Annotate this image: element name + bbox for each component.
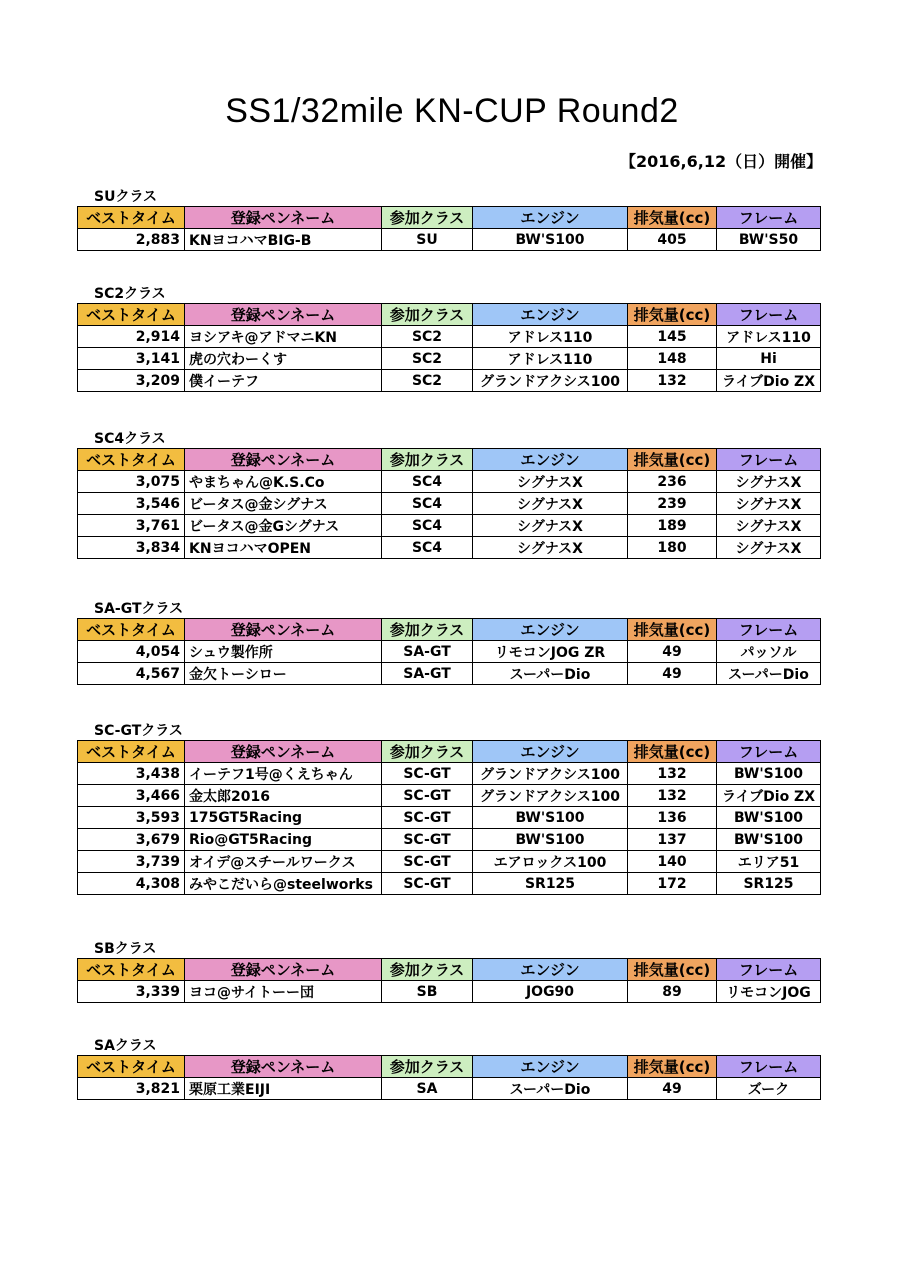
best-time-header: ベストタイム — [78, 304, 185, 326]
engine-header: エンジン — [473, 207, 628, 229]
engine-cell: シグナスX — [473, 515, 628, 537]
frame-header: フレーム — [717, 207, 821, 229]
frame-cell: アドレス110 — [717, 326, 821, 348]
pen-name-cell: イーテフ1号@くえちゃん — [185, 763, 382, 785]
pen-name-cell: Rio@GT5Racing — [185, 829, 382, 851]
class-cell: SC-GT — [382, 829, 473, 851]
class-header: 参加クラス — [382, 1056, 473, 1078]
best-time-cell: 3,679 — [78, 829, 185, 851]
class-cell: SC-GT — [382, 873, 473, 895]
frame-cell: パッソル — [717, 641, 821, 663]
table-row — [78, 785, 821, 807]
class-cell: SC2 — [382, 348, 473, 370]
displacement-cell: 49 — [628, 663, 717, 685]
pen-name-cell: ヨコ@サイトーー団 — [185, 981, 382, 1003]
frame-header: フレーム — [717, 619, 821, 641]
engine-cell: シグナスX — [473, 493, 628, 515]
class-cell: SC2 — [382, 370, 473, 392]
best-time-cell: 3,546 — [78, 493, 185, 515]
displacement-cell: 239 — [628, 493, 717, 515]
table-row — [78, 229, 821, 251]
displacement-header: 排気量(cc) — [628, 959, 717, 981]
pen-name-header: 登録ペンネーム — [185, 304, 382, 326]
best-time-cell: 3,739 — [78, 851, 185, 873]
frame-header: フレーム — [717, 741, 821, 763]
best-time-cell: 3,339 — [78, 981, 185, 1003]
class-cell: SA-GT — [382, 641, 473, 663]
displacement-header: 排気量(cc) — [628, 1056, 717, 1078]
frame-cell: BW'S50 — [717, 229, 821, 251]
displacement-header: 排気量(cc) — [628, 449, 717, 471]
section-label: SC2クラス — [94, 286, 166, 302]
table-row — [78, 807, 821, 829]
displacement-cell: 140 — [628, 851, 717, 873]
best-time-cell: 3,141 — [78, 348, 185, 370]
page-title: SS1/32mile KN-CUP Round2 — [225, 92, 679, 130]
engine-cell: グランドアクシス100 — [473, 370, 628, 392]
table-header-row — [78, 619, 821, 641]
frame-cell: SR125 — [717, 873, 821, 895]
class-cell: SC-GT — [382, 763, 473, 785]
class-cell: SC-GT — [382, 807, 473, 829]
engine-cell: アドレス110 — [473, 348, 628, 370]
frame-cell: BW'S100 — [717, 807, 821, 829]
class-cell: SA-GT — [382, 663, 473, 685]
table-header-row — [78, 304, 821, 326]
pen-name-cell: 金太郎2016 — [185, 785, 382, 807]
pen-name-cell: ビータス@金Gシグナス — [185, 515, 382, 537]
pen-name-cell: やまちゃん@K.S.Co — [185, 471, 382, 493]
best-time-cell: 3,821 — [78, 1078, 185, 1100]
table-header-row — [78, 741, 821, 763]
section-label: SA-GTクラス — [94, 601, 184, 617]
class-cell: SU — [382, 229, 473, 251]
displacement-cell: 49 — [628, 641, 717, 663]
best-time-cell: 3,834 — [78, 537, 185, 559]
best-time-cell: 2,883 — [78, 229, 185, 251]
displacement-header: 排気量(cc) — [628, 741, 717, 763]
best-time-cell: 3,466 — [78, 785, 185, 807]
event-date: 【2016,6,12（日）開催】 — [620, 152, 823, 171]
displacement-header: 排気量(cc) — [628, 304, 717, 326]
frame-cell: ライブDio ZX — [717, 785, 821, 807]
table-row — [78, 663, 821, 685]
class-header: 参加クラス — [382, 959, 473, 981]
engine-cell: エアロックス100 — [473, 851, 628, 873]
class-header: 参加クラス — [382, 304, 473, 326]
results-table — [77, 206, 821, 251]
results-table — [77, 1055, 821, 1100]
frame-cell: シグナスX — [717, 471, 821, 493]
frame-cell: リモコンJOG — [717, 981, 821, 1003]
pen-name-cell: KNヨコハマBIG-B — [185, 229, 382, 251]
table-row — [78, 537, 821, 559]
displacement-cell: 132 — [628, 785, 717, 807]
table-row — [78, 493, 821, 515]
results-table — [77, 958, 821, 1003]
pen-name-cell: KNヨコハマOPEN — [185, 537, 382, 559]
pen-name-header: 登録ペンネーム — [185, 619, 382, 641]
results-table — [77, 740, 821, 895]
pen-name-header: 登録ペンネーム — [185, 1056, 382, 1078]
best-time-header: ベストタイム — [78, 207, 185, 229]
engine-cell: リモコンJOG ZR — [473, 641, 628, 663]
frame-header: フレーム — [717, 1056, 821, 1078]
displacement-cell: 49 — [628, 1078, 717, 1100]
engine-cell: スーパーDio — [473, 663, 628, 685]
best-time-cell: 3,593 — [78, 807, 185, 829]
table-row — [78, 829, 821, 851]
engine-header: エンジン — [473, 1056, 628, 1078]
frame-cell: ズーク — [717, 1078, 821, 1100]
best-time-header: ベストタイム — [78, 1056, 185, 1078]
class-header: 参加クラス — [382, 207, 473, 229]
class-header: 参加クラス — [382, 449, 473, 471]
displacement-cell: 132 — [628, 763, 717, 785]
best-time-cell: 3,209 — [78, 370, 185, 392]
engine-header: エンジン — [473, 449, 628, 471]
frame-cell: シグナスX — [717, 493, 821, 515]
best-time-cell: 4,567 — [78, 663, 185, 685]
frame-header: フレーム — [717, 449, 821, 471]
engine-cell: BW'S100 — [473, 807, 628, 829]
engine-header: エンジン — [473, 304, 628, 326]
class-header: 参加クラス — [382, 619, 473, 641]
engine-cell: アドレス110 — [473, 326, 628, 348]
class-cell: SC4 — [382, 515, 473, 537]
best-time-cell: 3,438 — [78, 763, 185, 785]
pen-name-cell: 175GT5Racing — [185, 807, 382, 829]
frame-cell: BW'S100 — [717, 829, 821, 851]
engine-header: エンジン — [473, 959, 628, 981]
engine-cell: シグナスX — [473, 471, 628, 493]
displacement-cell: 236 — [628, 471, 717, 493]
table-row — [78, 515, 821, 537]
displacement-cell: 180 — [628, 537, 717, 559]
pen-name-cell: 僕イーテフ — [185, 370, 382, 392]
pen-name-header: 登録ペンネーム — [185, 741, 382, 763]
table-header-row — [78, 207, 821, 229]
frame-cell: BW'S100 — [717, 763, 821, 785]
table-row — [78, 348, 821, 370]
engine-header: エンジン — [473, 619, 628, 641]
class-cell: SC-GT — [382, 851, 473, 873]
class-cell: SC-GT — [382, 785, 473, 807]
table-row — [78, 370, 821, 392]
table-row — [78, 873, 821, 895]
table-row — [78, 1078, 821, 1100]
pen-name-cell: 栗原工業EIJI — [185, 1078, 382, 1100]
pen-name-cell: 虎の穴わーくす — [185, 348, 382, 370]
class-cell: SC4 — [382, 471, 473, 493]
frame-cell: スーパーDio — [717, 663, 821, 685]
table-row — [78, 763, 821, 785]
best-time-header: ベストタイム — [78, 619, 185, 641]
displacement-cell: 136 — [628, 807, 717, 829]
displacement-cell: 132 — [628, 370, 717, 392]
class-cell: SA — [382, 1078, 473, 1100]
results-table — [77, 618, 821, 685]
frame-cell: Hi — [717, 348, 821, 370]
table-row — [78, 981, 821, 1003]
frame-cell: エリア51 — [717, 851, 821, 873]
engine-cell: グランドアクシス100 — [473, 785, 628, 807]
table-row — [78, 641, 821, 663]
pen-name-cell: 金欠トーシロー — [185, 663, 382, 685]
pen-name-cell: シュウ製作所 — [185, 641, 382, 663]
best-time-cell: 4,054 — [78, 641, 185, 663]
class-cell: SC2 — [382, 326, 473, 348]
engine-cell: BW'S100 — [473, 829, 628, 851]
class-cell: SB — [382, 981, 473, 1003]
displacement-cell: 145 — [628, 326, 717, 348]
pen-name-cell: オイデ@スチールワークス — [185, 851, 382, 873]
section-label: SAクラス — [94, 1038, 157, 1054]
engine-header: エンジン — [473, 741, 628, 763]
frame-cell: ライブDio ZX — [717, 370, 821, 392]
pen-name-cell: ビータス@金シグナス — [185, 493, 382, 515]
displacement-cell: 172 — [628, 873, 717, 895]
engine-cell: JOG90 — [473, 981, 628, 1003]
best-time-cell: 3,075 — [78, 471, 185, 493]
section-label: SC-GTクラス — [94, 723, 183, 739]
table-row — [78, 471, 821, 493]
pen-name-header: 登録ペンネーム — [185, 449, 382, 471]
best-time-header: ベストタイム — [78, 741, 185, 763]
engine-cell: スーパーDio — [473, 1078, 628, 1100]
displacement-header: 排気量(cc) — [628, 207, 717, 229]
pen-name-header: 登録ペンネーム — [185, 959, 382, 981]
section-label: SBクラス — [94, 941, 157, 957]
pen-name-cell: ヨシアキ@アドマニKN — [185, 326, 382, 348]
table-header-row — [78, 959, 821, 981]
frame-header: フレーム — [717, 959, 821, 981]
best-time-cell: 3,761 — [78, 515, 185, 537]
displacement-cell: 137 — [628, 829, 717, 851]
frame-cell: シグナスX — [717, 537, 821, 559]
table-row — [78, 851, 821, 873]
results-table — [77, 303, 821, 392]
results-table — [77, 448, 821, 559]
displacement-cell: 148 — [628, 348, 717, 370]
engine-cell: シグナスX — [473, 537, 628, 559]
displacement-cell: 405 — [628, 229, 717, 251]
class-cell: SC4 — [382, 537, 473, 559]
displacement-cell: 189 — [628, 515, 717, 537]
best-time-cell: 2,914 — [78, 326, 185, 348]
displacement-header: 排気量(cc) — [628, 619, 717, 641]
class-header: 参加クラス — [382, 741, 473, 763]
frame-cell: シグナスX — [717, 515, 821, 537]
best-time-cell: 4,308 — [78, 873, 185, 895]
engine-cell: グランドアクシス100 — [473, 763, 628, 785]
class-cell: SC4 — [382, 493, 473, 515]
table-header-row — [78, 1056, 821, 1078]
section-label: SUクラス — [94, 189, 158, 205]
displacement-cell: 89 — [628, 981, 717, 1003]
engine-cell: SR125 — [473, 873, 628, 895]
table-header-row — [78, 449, 821, 471]
pen-name-header: 登録ペンネーム — [185, 207, 382, 229]
table-row — [78, 326, 821, 348]
frame-header: フレーム — [717, 304, 821, 326]
section-label: SC4クラス — [94, 431, 166, 447]
engine-cell: BW'S100 — [473, 229, 628, 251]
best-time-header: ベストタイム — [78, 959, 185, 981]
best-time-header: ベストタイム — [78, 449, 185, 471]
pen-name-cell: みやこだいら@steelworks — [185, 873, 382, 895]
